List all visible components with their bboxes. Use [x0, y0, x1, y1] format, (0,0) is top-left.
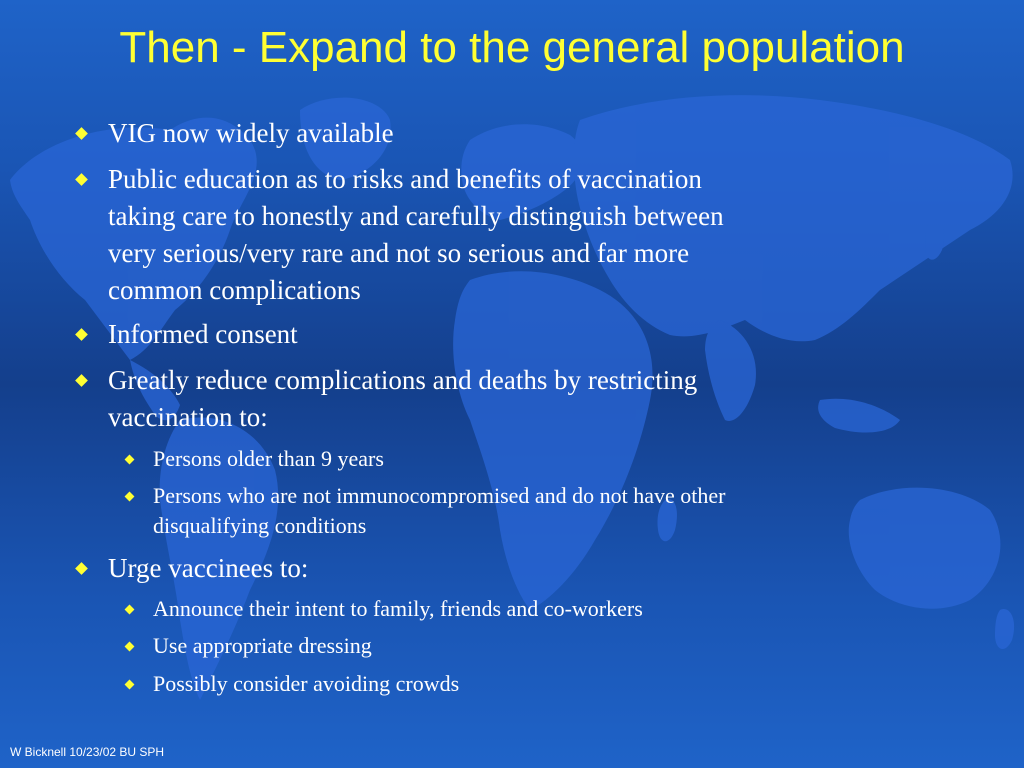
bullet-text-line: disqualifying conditions	[153, 513, 367, 538]
bullet-diamond-icon	[75, 173, 88, 186]
bullet-diamond-icon	[125, 492, 135, 502]
bullet-diamond-icon	[75, 562, 88, 575]
bullet-item	[108, 362, 697, 436]
bullet-text-line: VIG now widely available	[108, 118, 394, 148]
bullet-diamond-icon	[75, 127, 88, 140]
bullet-text-line: Use appropriate dressing	[153, 633, 372, 658]
bullet-item	[108, 161, 724, 309]
bullet-diamond-icon	[125, 680, 135, 690]
bullet-text-line: vaccination to:	[108, 402, 268, 432]
bullet-text-line: Greatly reduce complications and deaths by restricting	[108, 365, 698, 395]
bullet-diamond-icon	[125, 642, 135, 652]
bullet-item	[153, 631, 372, 661]
bullet-text-line: Persons who are not immunocompromised and do not have other	[153, 483, 726, 508]
bullet-text-line: Informed consent	[108, 319, 298, 349]
bullet-text-line: very serious/very rare and not so serious and far more	[108, 238, 690, 268]
bullet-text-line: Possibly consider avoiding crowds	[153, 671, 460, 696]
bullet-text-line: Announce their intent to family, friends and co-workers	[153, 596, 643, 621]
slide-footer: W Bicknell 10/23/02 BU SPH	[10, 745, 165, 759]
bullet-text-line: Public education as to risks and benefits of vaccination	[108, 164, 702, 194]
slide-title: Then - Expand to the general population	[119, 23, 905, 72]
bullet-item	[108, 115, 394, 152]
bullet-diamond-icon	[125, 605, 135, 615]
bullet-text-line: Urge vaccinees to:	[108, 553, 309, 583]
bullet-diamond-icon	[75, 328, 88, 341]
bullet-text-line: Persons older than 9 years	[153, 446, 384, 471]
bullet-diamond-icon	[75, 374, 88, 387]
bullet-item	[108, 550, 308, 587]
bullet-item	[153, 669, 459, 699]
bullet-text-line: common complications	[108, 275, 361, 305]
bullet-item	[153, 481, 726, 541]
bullet-item	[108, 316, 298, 353]
bullet-diamond-icon	[125, 455, 135, 465]
bullet-item	[153, 594, 643, 624]
bullet-item	[153, 444, 384, 474]
bullet-text-line: taking care to honestly and carefully distinguish between	[108, 201, 724, 231]
